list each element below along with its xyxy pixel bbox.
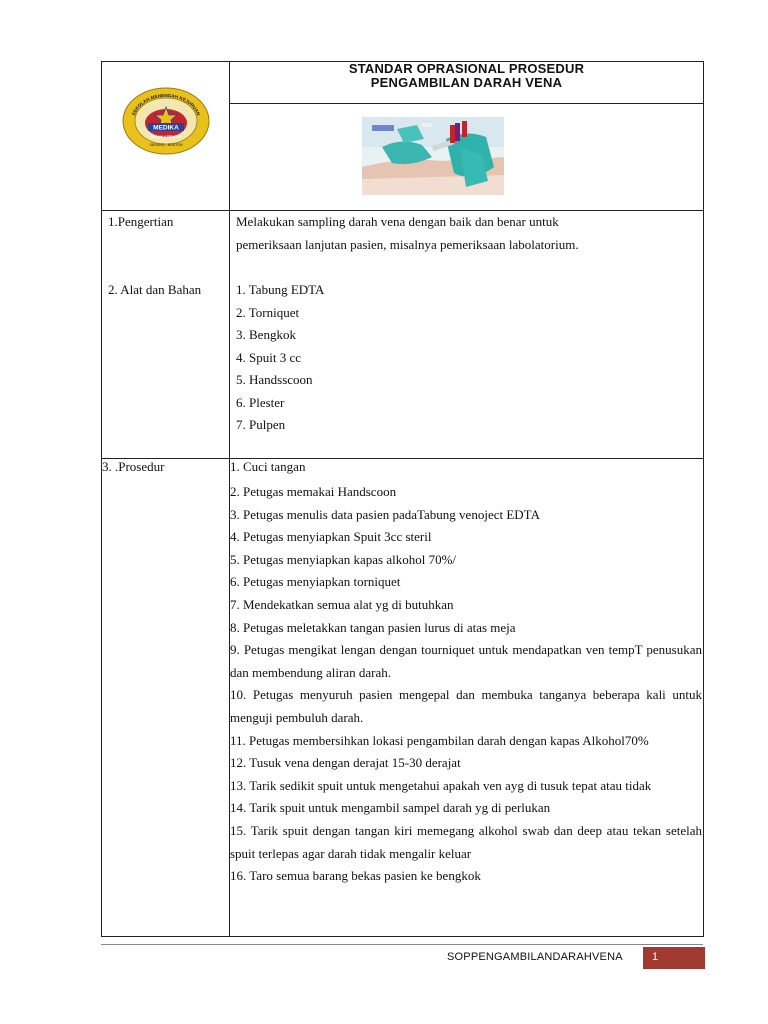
school-logo-icon [122, 87, 210, 155]
alat-item: 2. Torniquet [236, 304, 300, 320]
prosedur-step: 4. Petugas menyiapkan Spuit 3cc steril [230, 529, 432, 545]
prosedur-step: 2. Petugas memakai Handscoon [230, 484, 397, 499]
pengertian-line-2: pemeriksaan lanjutan pasien, misalnya pemeriksaan labolatorium. [236, 236, 579, 252]
prosedur-step: 15. Tarik spuit dengan tangan kiri memegang alkohol swab dan deep atau tekan setelah spuit terlepas agar darah tidak mengalir keluar [230, 822, 702, 861]
prosedur-steps-cell [230, 459, 704, 937]
logo-center-text: MEDIKA [153, 124, 179, 132]
document-title-line1: STANDAR OPRASIONAL PROSEDUR [348, 61, 585, 76]
prosedur-step: 9. Petugas mengikat lengan dengan tourniquet untuk mendapatkan ven tempT penusukan dan membendung aliran darah. [230, 642, 702, 680]
label-pengertian: 1.Pengertian [108, 214, 174, 229]
prosedur-step: 14. Tarik spuit untuk mengambil sampel darah yg di perlukan [230, 800, 551, 816]
title-cell [230, 62, 704, 104]
label-prosedur: 3. .Prosedur [102, 459, 165, 474]
right-info-cell [230, 211, 704, 459]
sop-table [101, 61, 704, 937]
school-logo [122, 87, 210, 155]
blood-draw-photo [362, 117, 504, 195]
prosedur-step: 1. Cuci tangan [230, 459, 306, 474]
left-labels-cell [102, 211, 230, 459]
logo-sub-text: INSAN KREATIF [150, 134, 182, 139]
footer-divider [101, 944, 703, 945]
alat-item: 5. Handsscoon [236, 372, 313, 387]
blood-draw-image-icon [362, 117, 504, 195]
prosedur-step: 10. Petugas menyuruh pasien mengepal dan membuka tanganya beberapa kali untuk menguji pembuluh darah. [230, 687, 702, 725]
alat-item: 1. Tabung EDTA [236, 282, 325, 297]
document-title-line2: PENGAMBILAN DARAH VENA [370, 75, 563, 90]
prosedur-step: 5. Petugas menyiapkan kapas alkohol 70%/ [230, 551, 457, 567]
prosedur-step: 13. Tarik sedikit spuit untuk mengetahui apakah ven ayg di tusuk tepat atau tidak [230, 777, 652, 793]
logo-top-text: SEKOLAH MENENGAH KEJURUAN [130, 93, 202, 117]
alat-item: 3. Bengkok [236, 327, 296, 342]
alat-item: 7. Pulpen [236, 417, 286, 432]
pengertian-line-1: Melakukan sampling darah vena dengan baik dan benar untuk [236, 214, 559, 229]
prosedur-step: 8. Petugas meletakkan tangan pasien lurus di atas meja [230, 619, 516, 635]
prosedur-step: 12. Tusuk vena dengan derajat 15-30 derajat [230, 755, 461, 771]
logo-bottom-text: SERANG - BANTEN [149, 143, 183, 147]
prosedur-step: 6. Petugas menyiapkan torniquet [230, 574, 401, 590]
prosedur-step: 3. Petugas menulis data pasien padaTabung venoject EDTA [230, 506, 540, 522]
logo-cell [102, 62, 230, 211]
prosedur-step: 7. Mendekatkan semua alat yg di butuhkan [230, 596, 454, 612]
photo-cell [230, 104, 704, 211]
label-alat-dan-bahan: 2. Alat dan Bahan [108, 282, 202, 297]
alat-item: 4. Spuit 3 cc [236, 349, 301, 365]
footer-document-name: SOPPENGAMBILANDARAHVENA [447, 951, 623, 963]
prosedur-step: 11. Petugas membersihkan lokasi pengambilan darah dengan kapas Alkohol70% [230, 732, 649, 748]
page-number-badge: 1 [643, 947, 705, 969]
alat-item: 6. Plester [236, 394, 285, 410]
prosedur-label-cell [102, 459, 230, 937]
prosedur-step: 16. Taro semua barang bekas pasien ke bengkok [230, 868, 481, 884]
